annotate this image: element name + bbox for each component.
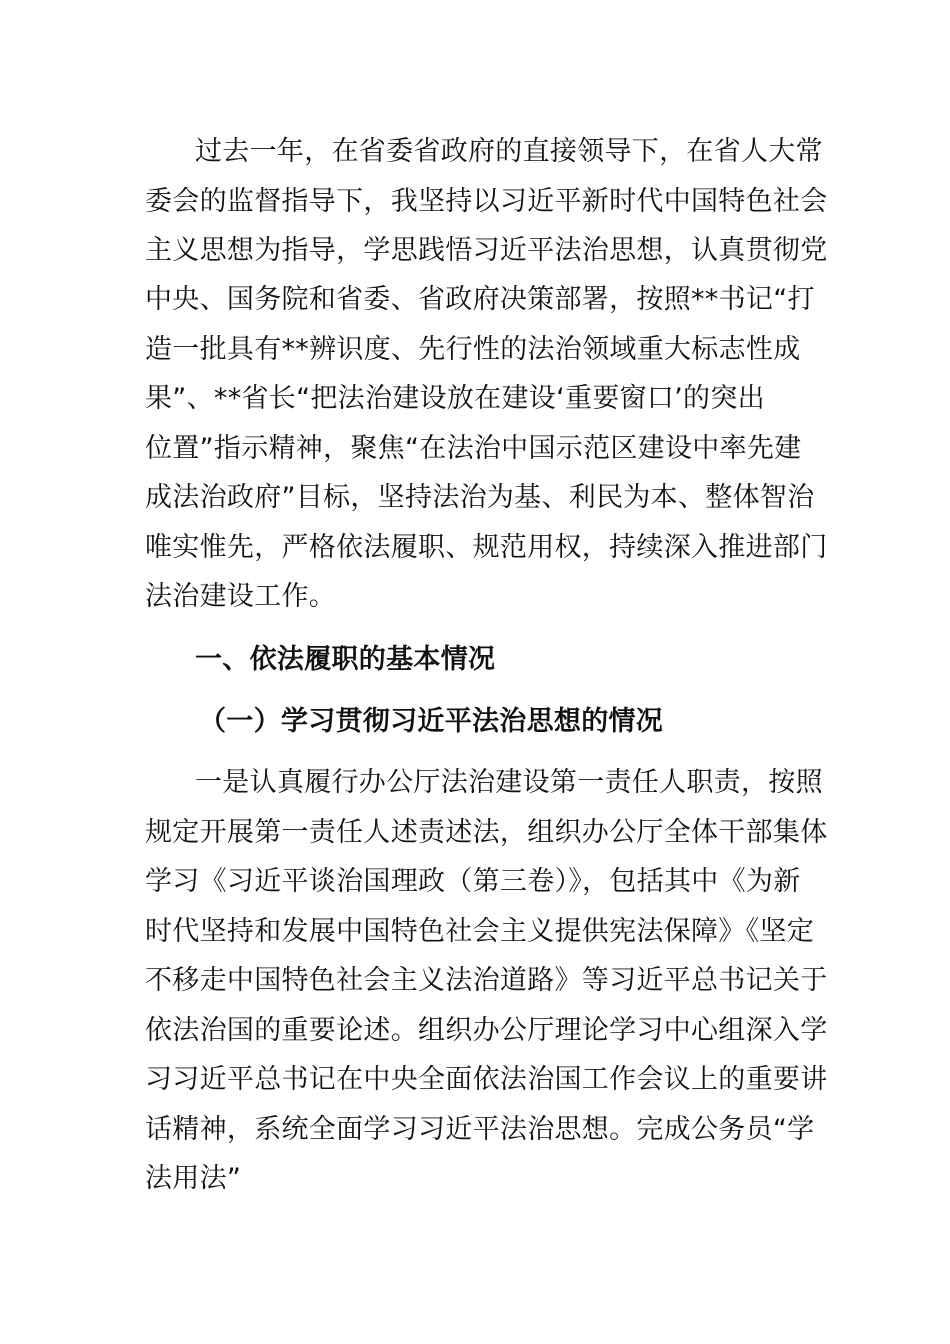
subsection-heading: （一）学习贯彻习近平法治思想的情况: [199, 706, 664, 737]
paragraph-line: 法用法”: [145, 1163, 242, 1194]
paragraph-line: 法治建设工作。: [145, 581, 337, 612]
paragraph-line: 委会的监督指导下，我坚持以习近平新时代中国特色社会: [145, 186, 828, 217]
paragraph-line: 位置”指示精神，聚焦“在法治中国示范区建设中率先建: [145, 433, 802, 464]
paragraph-line: 习习近平总书记在中央全面依法治国工作会议上的重要讲: [145, 1064, 828, 1095]
paragraph-line: 中央、国务院和省委、省政府决策部署，按照**书记“打: [145, 284, 815, 315]
paragraph-line: 依法治国的重要论述。组织办公厅理论学习中心组深入学: [145, 1015, 828, 1046]
paragraph-line: 主义思想为指导，学思践悟习近平法治思想，认真贯彻党: [145, 235, 828, 266]
paragraph-line: 学习《习近平谈治国理政（第三卷）》，包括其中《为新: [145, 866, 801, 897]
section-heading: 一、依法履职的基本情况: [195, 644, 496, 675]
paragraph-line: 唯实惟先，严格依法履职、规范用权，持续深入推进部门: [145, 532, 828, 563]
paragraph-line: 造一批具有**辨识度、先行性的法治领域重大标志性成: [145, 334, 801, 365]
paragraph-line: 规定开展第一责任人述责述法，组织办公厅全体干部集体: [145, 817, 828, 848]
paragraph-line: 果”、**省长“把法治建设放在建设‘重要窗口’的突出: [145, 383, 765, 414]
paragraph-line: 一是认真履行办公厅法治建设第一责任人职责，按照: [195, 767, 823, 798]
paragraph-line: 不移走中国特色社会主义法治道路》等习近平总书记关于: [145, 965, 828, 996]
paragraph-line: 时代坚持和发展中国特色社会主义提供宪法保障》《坚定: [145, 916, 814, 947]
paragraph-line: 话精神，系统全面学习习近平法治思想。完成公务员“学: [145, 1114, 815, 1145]
paragraph-line: 过去一年，在省委省政府的直接领导下，在省人大常: [195, 136, 823, 167]
paragraph-line: 成法治政府”目标，坚持法治为基、利民为本、整体智治: [145, 482, 815, 513]
